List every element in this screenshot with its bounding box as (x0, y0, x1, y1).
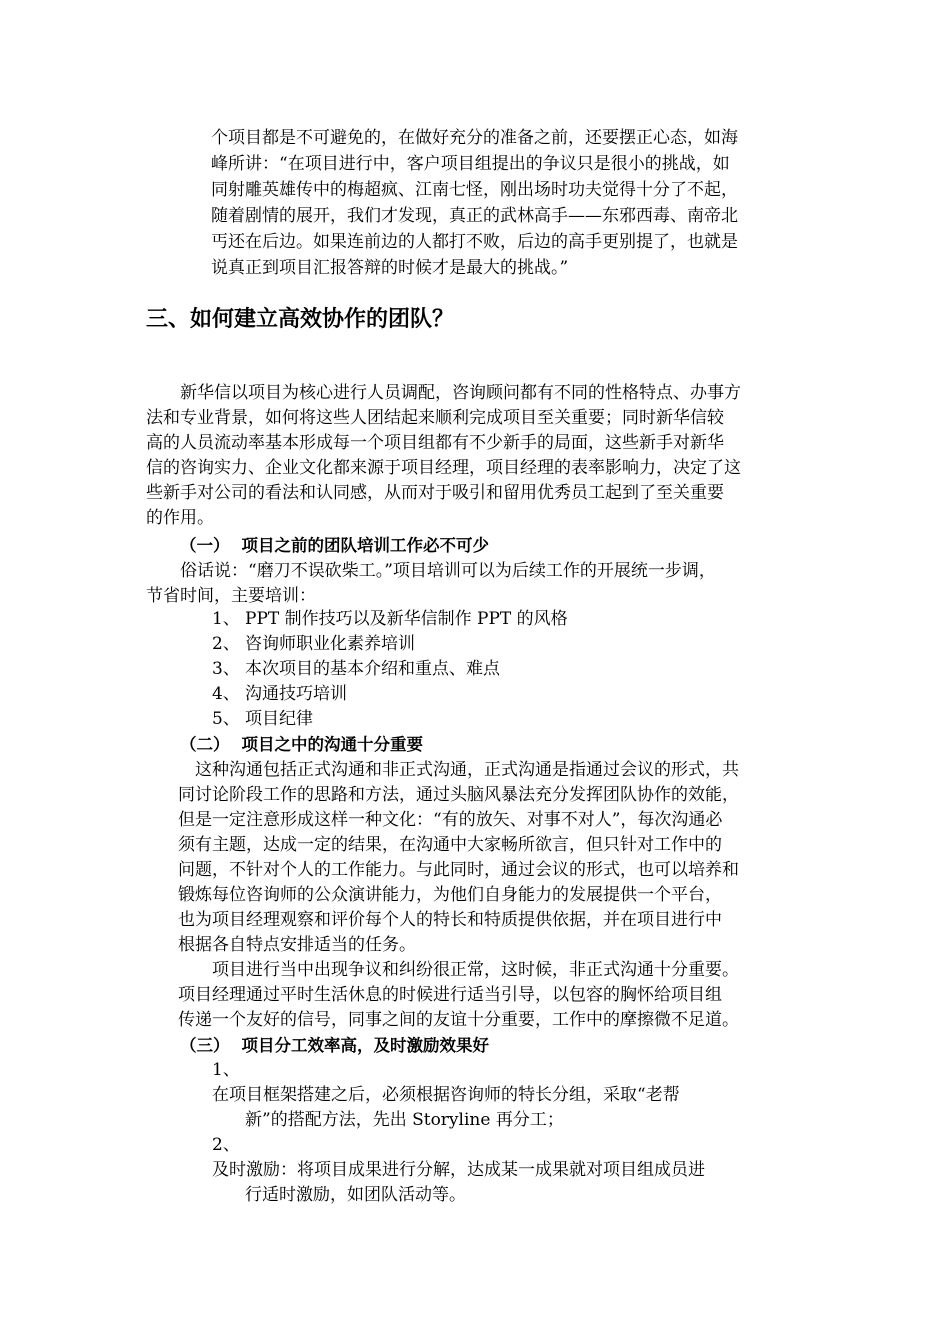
intro-line: 些新手对公司的看法和认同感，从而对于吸引和留用优秀员工起到了至关重要 (146, 483, 724, 503)
communication-line: 须有主题，达成一定的结果，在沟通中大家畅所欲言，但只针对工作中的 (178, 835, 722, 855)
training-intro-line: 节省时间，主要培训： (146, 586, 316, 606)
training-list (212, 607, 568, 732)
informal-line: 项目经理通过平时生活休息的时候进行适当引导，以包容的胸怀给项目组 (178, 985, 722, 1005)
list-item (212, 707, 568, 732)
subheading-1 (180, 533, 489, 558)
subheading-3 (180, 1033, 489, 1058)
quote-line: 说真正到项目汇报答辩的时候才是最大的挑战。” (211, 258, 569, 278)
subheading-title: 项目之中的沟通十分重要 (241, 735, 423, 754)
list-number: 2、 (212, 634, 240, 654)
intro-paragraph (146, 381, 741, 531)
subheading-title: 项目分工效率高，及时激励效果好 (241, 1036, 489, 1055)
list-number: 3、 (212, 659, 240, 679)
list-text: 及时激励：将项目成果进行分解，达成某一成果就对项目组成员进 (212, 1160, 705, 1180)
communication-line: 问题，不针对个人的工作能力。与此同时，通过会议的形式，也可以培养和 (178, 860, 739, 880)
subheading-title: 项目之前的团队培训工作必不可少 (241, 536, 489, 555)
training-intro (146, 559, 716, 609)
intro-line: 信的咨询实力、企业文化都来源于项目经理，项目经理的表率影响力，决定了这 (146, 458, 741, 478)
list-text: 沟通技巧培训 (245, 684, 347, 704)
list-item (212, 1133, 705, 1208)
informal-line: 项目进行当中出现争议和纠纷很正常，这时候，非正式沟通十分重要。 (212, 960, 739, 980)
communication-line: 这种沟通包括正式沟通和非正式沟通，正式沟通是指通过会议的形式，共 (195, 760, 739, 780)
list-item (212, 657, 568, 682)
list-text: PPT 制作技巧以及新华信制作 PPT 的风格 (245, 609, 568, 629)
list-number: 5、 (212, 709, 240, 729)
informal-paragraph (178, 958, 739, 1033)
communication-line: 根据各自特点安排适当的任务。 (178, 935, 416, 955)
section-heading: 三、如何建立高效协作的团队？ (146, 307, 455, 332)
subheading-number: （一） (180, 536, 230, 555)
quote-paragraph (211, 125, 811, 281)
quote-line: 丐还在后边。如果连前边的人都打不败，后边的高手更别提了，也就是 (211, 232, 738, 252)
list-item (212, 682, 568, 707)
subheading-number: （三） (180, 1036, 230, 1055)
quote-line: 个项目都是不可避免的，在做好充分的准备之前，还要摆正心态，如海 (211, 128, 738, 148)
quote-line: 同射雕英雄传中的梅超疯、江南七怪，刚出场时功夫觉得十分了不起， (211, 180, 738, 200)
list-text-continuation: 新”的搭配方法，先出 Storyline 再分工； (245, 1110, 564, 1130)
list-number: 4、 (212, 684, 240, 704)
list-number: 1、 (212, 1060, 240, 1080)
intro-line: 的作用。 (146, 508, 214, 528)
list-number: 1、 (212, 609, 240, 629)
list-number: 2、 (212, 1135, 240, 1155)
communication-paragraph (178, 758, 739, 958)
quote-line: 随着剧情的展开，我们才发现，真正的武林高手——东邪西毒、南帝北 (211, 206, 738, 226)
intro-line: 新华信以项目为核心进行人员调配，咨询顾问都有不同的性格特点、办事方 (180, 383, 741, 403)
list-text: 在项目框架搭建之后，必须根据咨询师的特长分组，采取“老帮 (212, 1085, 680, 1105)
intro-line: 高的人员流动率基本形成每一个项目组都有不少新手的局面，这些新手对新华 (146, 433, 724, 453)
list-item (212, 607, 568, 632)
list-item (212, 1058, 705, 1133)
division-list (212, 1058, 705, 1208)
list-text: 咨询师职业化素养培训 (245, 634, 415, 654)
communication-line: 同讨论阶段工作的思路和方法，通过头脑风暴法充分发挥团队协作的效能， (178, 785, 739, 805)
list-text-continuation: 行适时激励，如团队活动等。 (245, 1185, 466, 1205)
list-text: 项目纪律 (245, 709, 313, 729)
quote-line: 峰所讲：“在项目进行中，客户项目组提出的争议只是很小的挑战，如 (211, 154, 730, 174)
intro-line: 法和专业背景，如何将这些人团结起来顺利完成项目至关重要；同时新华信较 (146, 408, 724, 428)
communication-line: 也为项目经理观察和评价每个人的特长和特质提供依据，并在项目进行中 (178, 910, 722, 930)
list-text: 本次项目的基本介绍和重点、难点 (245, 659, 500, 679)
communication-line: 但是一定注意形成这样一种文化：“有的放矢、对事不对人”，每次沟通必 (178, 810, 723, 830)
communication-line: 锻炼每位咨询师的公众演讲能力，为他们自身能力的发展提供一个平台， (178, 885, 722, 905)
subheading-2 (180, 732, 423, 757)
training-intro-line: 俗话说：“磨刀不误砍柴工。”项目培训可以为后续工作的开展统一步调， (180, 561, 716, 581)
subheading-number: （二） (180, 735, 230, 754)
list-item (212, 632, 568, 657)
informal-line: 传递一个友好的信号，同事之间的友谊十分重要，工作中的摩擦微不足道。 (178, 1010, 739, 1030)
